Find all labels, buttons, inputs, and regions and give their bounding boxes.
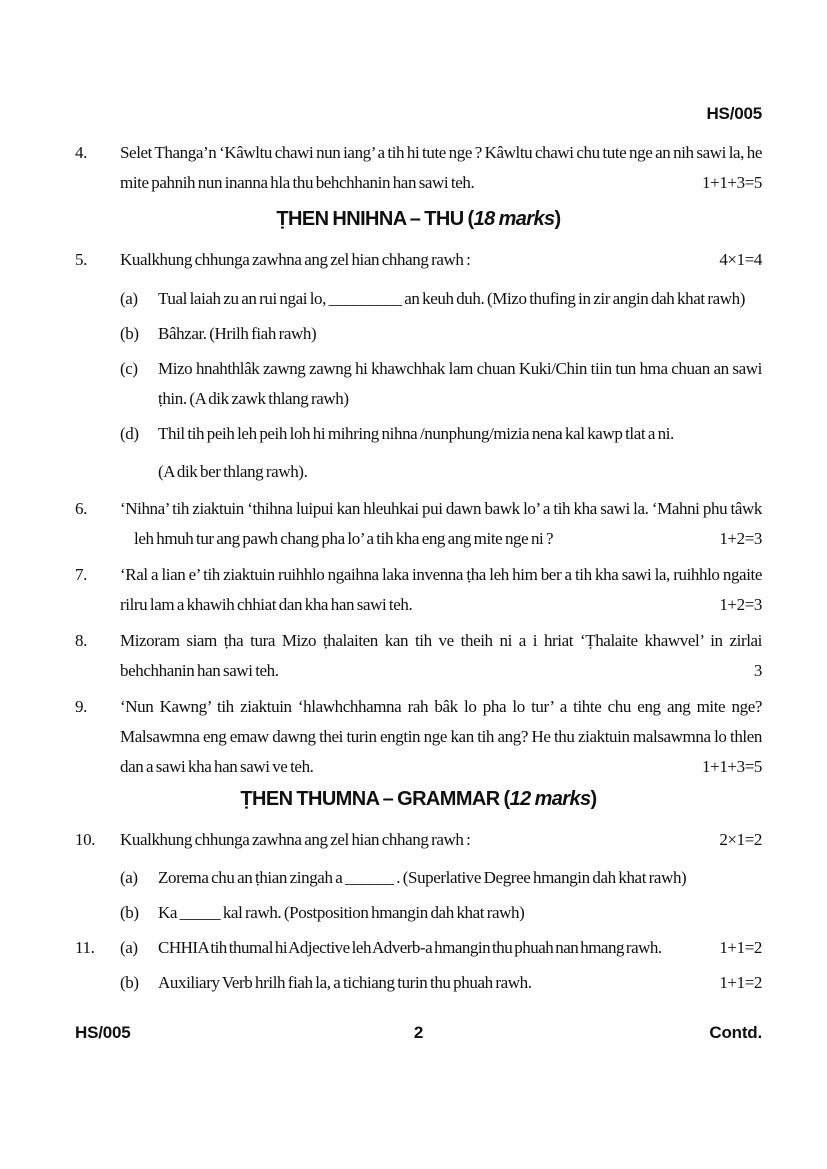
question-4-number: 4. xyxy=(75,143,87,162)
question-9-number: 9. xyxy=(75,697,87,716)
question-5b-text: Bâhzar. (Hrilh fiah rawh) xyxy=(158,324,317,343)
question-6-number: 6. xyxy=(75,499,87,518)
question-5c xyxy=(120,354,762,414)
question-5 xyxy=(75,245,762,275)
question-5d-label: (d) xyxy=(120,424,139,443)
question-10a xyxy=(120,863,762,893)
question-11a-marks: 1+1=2 xyxy=(719,938,762,957)
section-heading-thu xyxy=(75,204,762,234)
question-9 xyxy=(75,692,762,782)
question-7-text: ‘Ral a lian e’ tih ziaktuin ruihhlo ngaihna laka invenna ṭha leh him ber a tih kha sawi la, ruihhlo ngaite rilru lam a khawih chhiat dan kha han sawi teh. xyxy=(120,565,762,614)
question-10-text: Kualkhung chhunga zawhna ang zel hian chhang rawh : xyxy=(120,830,471,849)
question-5a-label: (a) xyxy=(120,289,138,308)
question-5c-label: (c) xyxy=(120,359,138,378)
question-7 xyxy=(75,560,762,620)
question-10a-label: (a) xyxy=(120,868,138,887)
paper-code-header: HS/005 xyxy=(706,104,762,123)
question-11b-marks: 1+1=2 xyxy=(719,973,762,992)
section-thu-marks-note: 18 marks xyxy=(473,208,555,230)
section-heading-grammar xyxy=(75,784,762,814)
section-thu-title: ṬHEN HNIHNA – THU xyxy=(276,208,468,230)
page-footer xyxy=(75,1022,762,1044)
section-grammar-paren-open: ( xyxy=(503,788,510,810)
question-5-text: Kualkhung chhunga zawhna ang zel hian chhang rawh : xyxy=(120,250,471,269)
question-4-text: Selet Thanga’n ‘Kâwltu chawi nun iang’ a tih hi tute nge ? Kâwltu chawi chu tute nge an nih sawi la, he mite pahnih nun inanna hla thu behchhanin han sawi teh. xyxy=(120,143,762,192)
question-4 xyxy=(75,138,762,198)
question-5a-text: Tual laiah zu an rui ngai lo, _________ an keuh duh. (Mizo thufing in zir angin dah khat rawh) xyxy=(158,289,745,308)
question-11b-text: Auxiliary Verb hrilh fiah la, a tichiang turin thu phuah rawh. xyxy=(158,973,532,992)
footer-paper-code: HS/005 xyxy=(75,1023,131,1042)
question-7-number: 7. xyxy=(75,565,87,584)
question-5b-label: (b) xyxy=(120,324,139,343)
question-6-text: ‘Nihna’ tih ziaktuin ‘thihna luipui kan hleuhkai pui dawn bawk lo’ a tih kha sawi la. ‘Mahni phu tâwk leh hmuh tur ang pawh chang pha lo’ a tih kha eng ang mite nge ni ? xyxy=(120,499,762,548)
section-grammar-marks-note: 12 marks xyxy=(509,788,591,810)
question-4-marks: 1+1+3=5 xyxy=(702,173,762,192)
question-11b-label: (b) xyxy=(120,973,139,992)
question-11-number: 11. xyxy=(75,938,95,957)
question-10a-text: Zorema chu an ṭhian zingah a ______ . (Superlative Degree hmangin dah khat rawh) xyxy=(158,868,687,887)
question-11 xyxy=(75,933,762,1003)
question-5-number: 5. xyxy=(75,250,87,269)
question-8-text: Mizoram siam ṭha tura Mizo ṭhalaiten kan tih ve theih ni a i hriat ‘Ṭhalaite khawvel’ in zirlai behchhanin han sawi teh. xyxy=(120,631,762,680)
section-thu-paren-open: ( xyxy=(467,208,474,230)
question-10b xyxy=(120,898,762,928)
section-thu-paren-close: ) xyxy=(554,208,561,230)
question-6-marks: 1+2=3 xyxy=(719,529,762,548)
question-5a xyxy=(120,284,762,314)
question-11a-text: CHHIA tih thumal hi Adjective leh Adverb-a hmangin thu phuah nan hmang rawh. xyxy=(158,938,662,957)
question-8-marks: 3 xyxy=(753,661,762,680)
section-grammar-paren-close: ) xyxy=(590,788,597,810)
question-10-number: 10. xyxy=(75,830,96,849)
footer-page-number: 2 xyxy=(413,1023,424,1042)
question-5b xyxy=(120,319,762,349)
question-5d-text2: (A dik ber thlang rawh). xyxy=(158,462,308,481)
question-5d xyxy=(120,419,762,487)
question-11a xyxy=(120,933,762,963)
question-8-number: 8. xyxy=(75,631,87,650)
question-5c-text: Mizo hnahthlâk zawng zawng hi khawchhak lam chuan Kuki/Chin tiin tun hma chuan an sawi ṭhin. (A dik zawk thlang rawh) xyxy=(158,359,762,408)
question-7-marks: 1+2=3 xyxy=(719,595,762,614)
question-11b xyxy=(120,968,762,998)
question-9-text: ‘Nun Kawng’ tih ziaktuin ‘hlawhchhamna rah bâk lo pha lo tur’ a tihte chu eng ang mite nge? Malsawmna eng emaw dawng thei turin engtin nge kan tih ang? He thu ziaktuin malsawmna lo thlen dan a sawi kha han sawi ve teh. xyxy=(120,697,762,776)
question-5d-text: Thil tih peih leh peih loh hi mihring nihna /nunphung/mizia nena kal kawp tlat a ni. xyxy=(158,424,674,443)
question-10b-text: Ka _____ kal rawh. (Postposition hmangin dah khat rawh) xyxy=(158,903,525,922)
footer-contd: Contd. xyxy=(709,1023,762,1042)
question-9-marks: 1+1+3=5 xyxy=(702,757,762,776)
question-10-marks: 2×1=2 xyxy=(719,830,762,849)
question-6 xyxy=(75,494,762,554)
section-grammar-title: ṬHEN THUMNA – GRAMMAR xyxy=(240,788,504,810)
question-5-marks: 4×1=4 xyxy=(719,250,762,269)
question-8 xyxy=(75,626,762,686)
question-10 xyxy=(75,825,762,855)
question-10b-label: (b) xyxy=(120,903,139,922)
question-11a-label: (a) xyxy=(120,938,138,957)
